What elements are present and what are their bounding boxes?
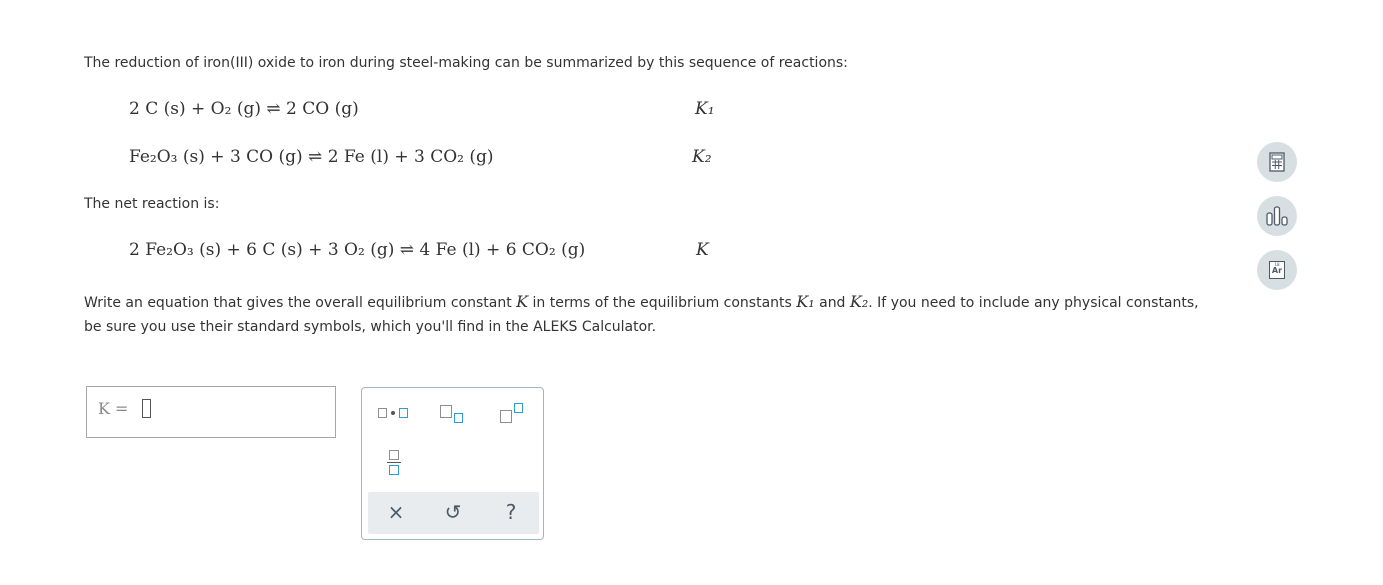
grey-box-icon [500, 410, 512, 423]
multiply-dot-button[interactable] [376, 406, 416, 426]
reaction-1-text: 2 C (s) + O₂ (g) ⇌ 2 CO (g) [129, 99, 359, 119]
periodic-symbol: Ar [1271, 266, 1283, 275]
numerator-box-icon [389, 450, 399, 460]
bar-chart-icon [1257, 196, 1297, 236]
reaction-2-equation [129, 147, 494, 167]
blue-box-icon [514, 403, 523, 413]
data-chart-button[interactable] [1257, 196, 1297, 236]
question-part-3: . If you need to include any physical constants, [868, 295, 1199, 311]
fraction-button[interactable] [386, 448, 406, 478]
superscript-button[interactable] [498, 401, 530, 427]
reaction-2-constant [692, 147, 712, 167]
answer-input[interactable] [86, 386, 336, 438]
periodic-table-button[interactable] [1257, 250, 1297, 290]
grey-box-icon [378, 408, 387, 418]
question-k: K [516, 292, 529, 311]
question-k2: K₂ [849, 292, 869, 311]
help-button[interactable]: ? [505, 500, 517, 524]
k1-symbol: K₁ [695, 99, 715, 119]
dot-icon [391, 411, 395, 415]
question-line-1 [84, 292, 1199, 311]
reaction-1-constant [695, 99, 715, 119]
calculator-button[interactable] [1257, 142, 1297, 182]
question-part-2: in terms of the equilibrium constants [532, 295, 792, 311]
subscript-button[interactable] [438, 403, 470, 427]
net-reaction-text: 2 Fe₂O₃ (s) + 6 C (s) + 3 O₂ (g) ⇌ 4 Fe (l) + 6 CO₂ (g) [129, 240, 586, 260]
undo-button[interactable]: ↺ [444, 500, 462, 524]
reaction-1-equation [129, 99, 359, 119]
fraction-bar-icon [387, 462, 401, 463]
k-symbol: K [696, 240, 709, 260]
math-palette [361, 387, 544, 540]
question-k1: K₁ [796, 292, 815, 311]
periodic-table-icon [1269, 261, 1285, 279]
net-reaction-label: The net reaction is: [84, 196, 220, 212]
periodic-number: 18 [1274, 262, 1280, 267]
net-reaction-equation [129, 240, 585, 260]
question-line-2: be sure you use their standard symbols, which you'll find in the ALEKS Calculator. [84, 319, 657, 335]
intro-text: The reduction of iron(III) oxide to iron during steel-making can be summarized by this sequence of reactions: [84, 55, 848, 71]
net-reaction-constant [696, 240, 709, 260]
blue-box-icon [399, 408, 408, 418]
answer-label: K = [98, 399, 129, 418]
k2-symbol: K₂ [692, 147, 712, 167]
question-and: and [819, 295, 846, 311]
calculator-icon [1257, 142, 1297, 182]
grey-box-icon [440, 405, 452, 418]
clear-button[interactable]: × [387, 500, 405, 524]
palette-toolbar [368, 492, 539, 534]
question-part-1: Write an equation that gives the overall equilibrium constant [84, 295, 512, 311]
answer-cursor-box[interactable] [142, 399, 151, 418]
blue-box-icon [454, 413, 463, 423]
reaction-2-text: Fe₂O₃ (s) + 3 CO (g) ⇌ 2 Fe (l) + 3 CO₂ (g) [129, 147, 494, 167]
denominator-box-icon [389, 465, 399, 475]
